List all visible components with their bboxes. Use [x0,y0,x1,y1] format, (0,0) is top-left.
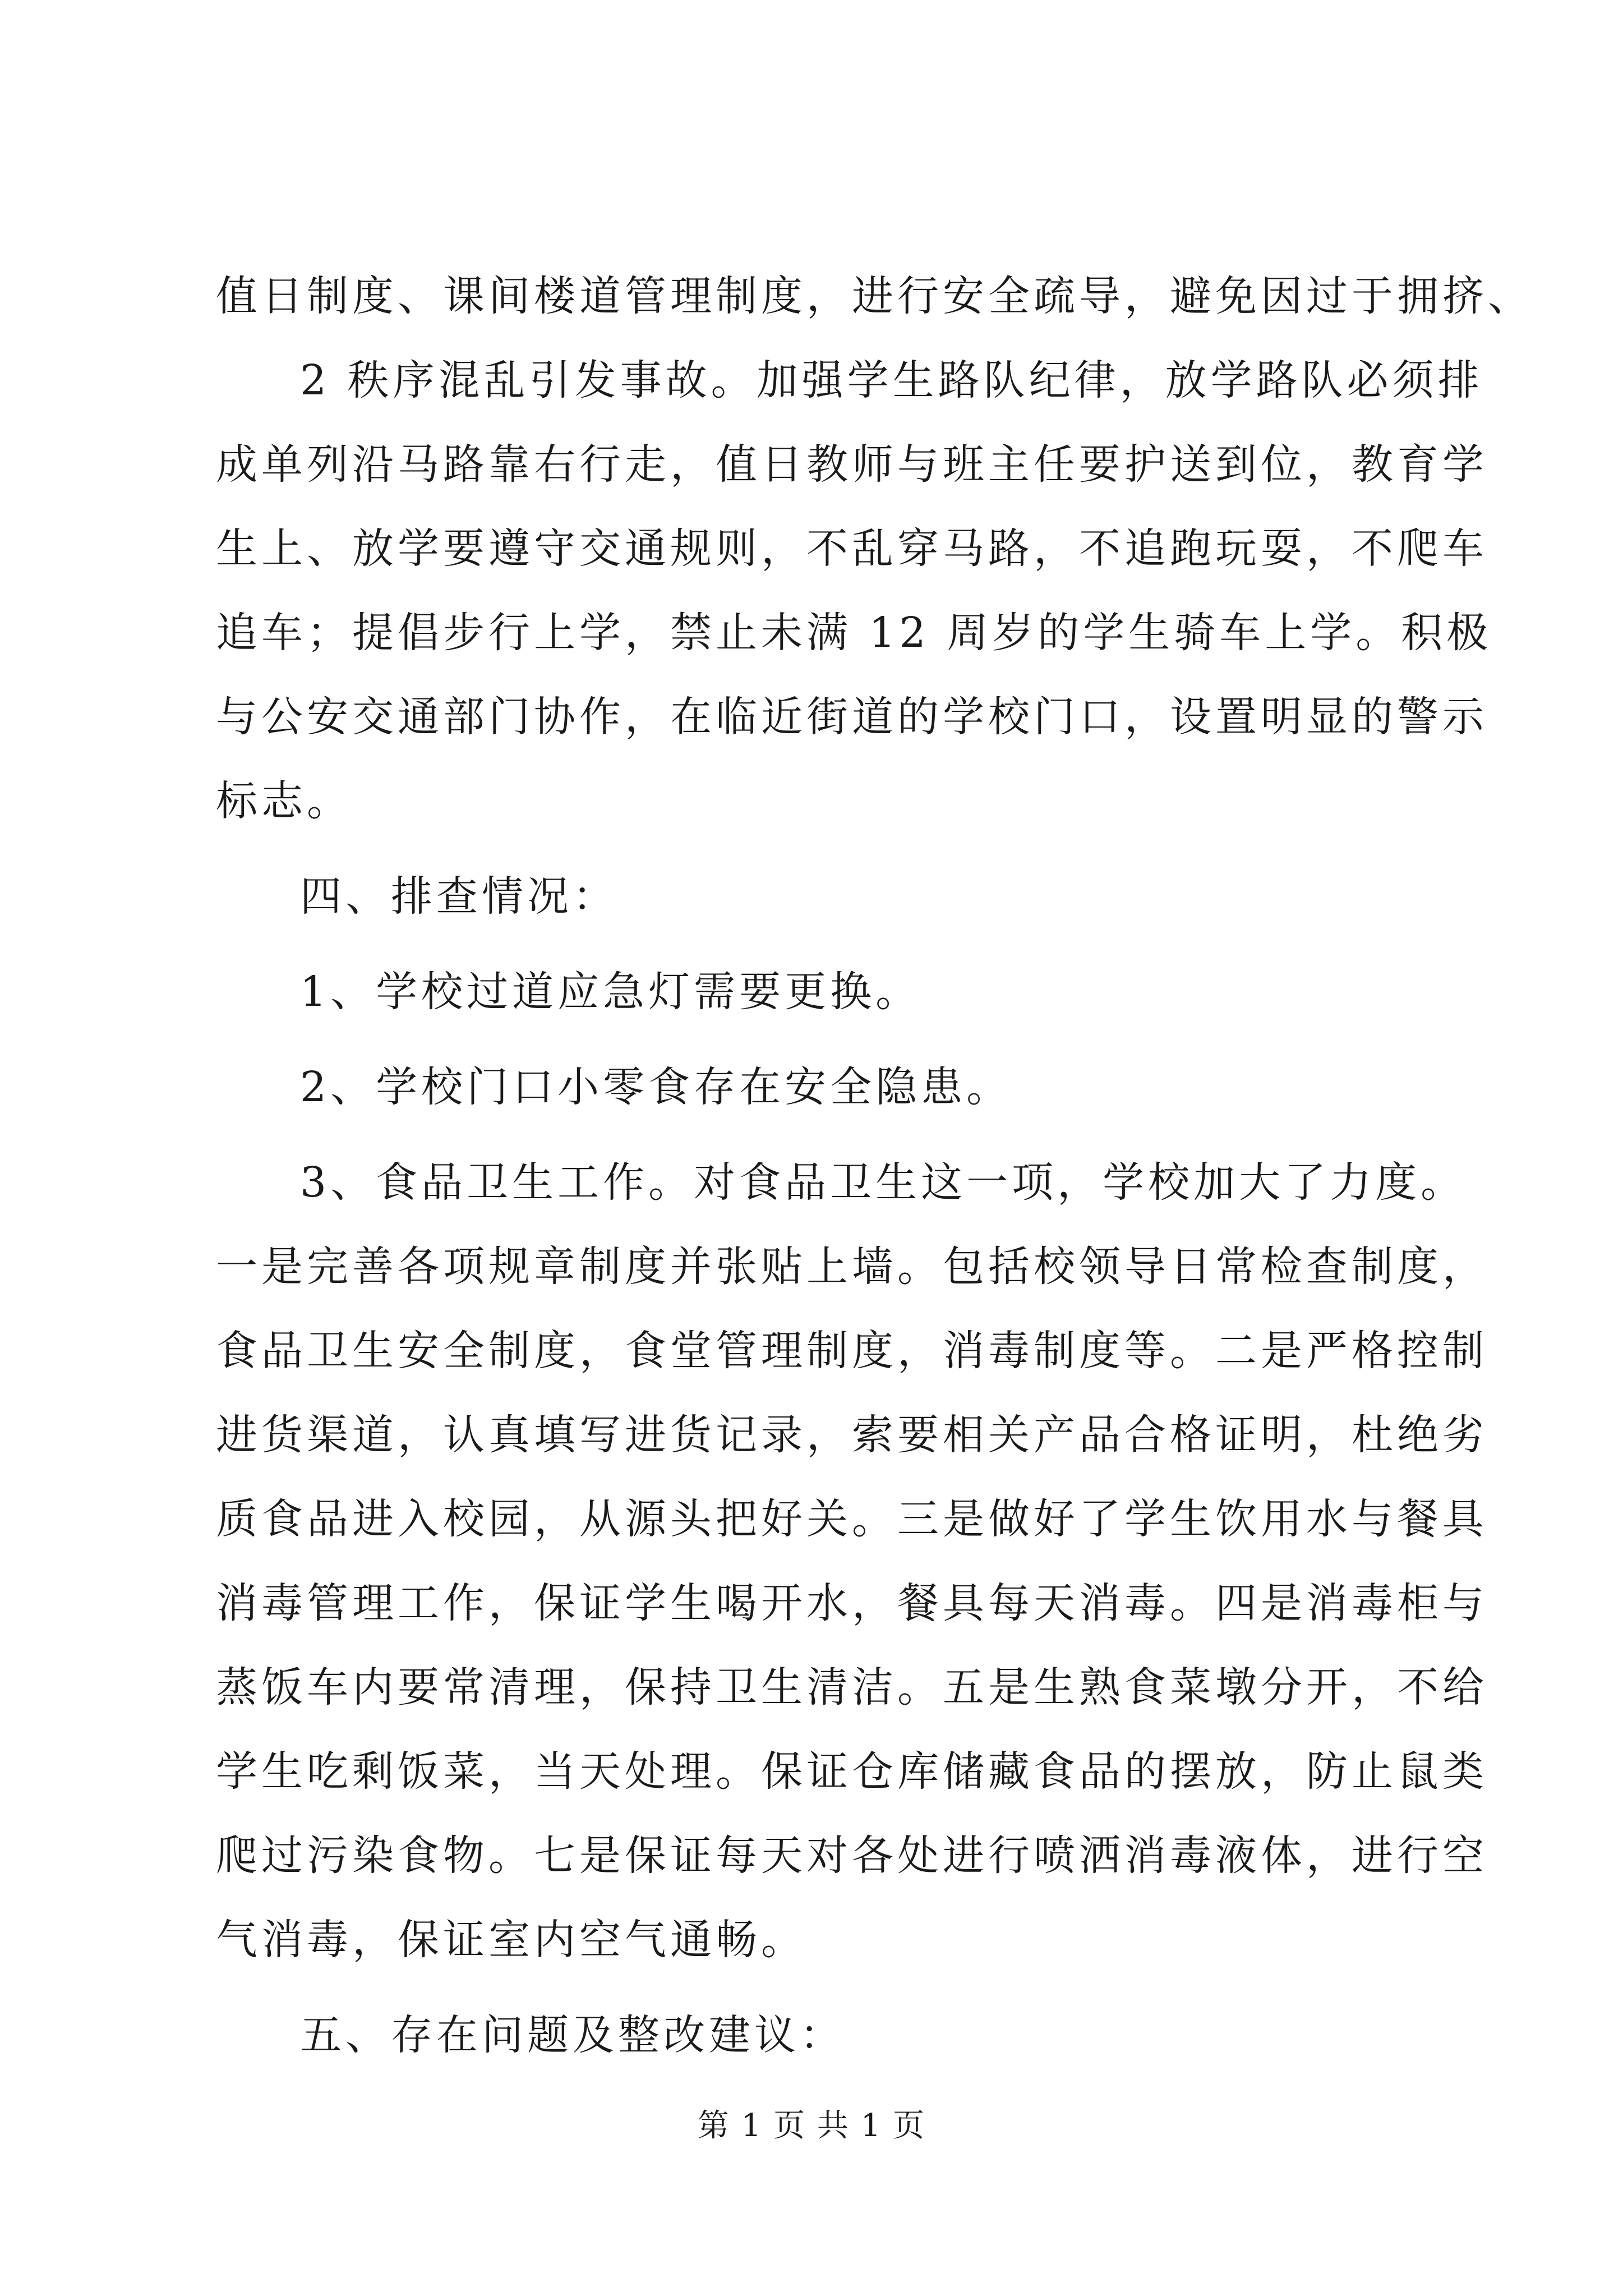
section-heading: 五、存在问题及整改建议： [300,2011,845,2059]
list-item: 3、食品卫生工作。对食品卫生这一项，学校加大了力度。 [300,1158,1467,1207]
paragraph-line: 生上、放学要遵守交通规则，不乱穿马路，不追跑玩耍，不爬车 [216,524,1488,573]
paragraph-line: 进货渠道，认真填写进货记录，索要相关产品合格证明，杜绝劣 [216,1411,1488,1459]
paragraph-line: 成单列沿马路靠右行走，值日教师与班主任要护送到位，教育学 [216,440,1488,489]
paragraph-line: 爬过污染食物。七是保证每天对各处进行喷洒消毒液体，进行空 [216,1832,1488,1880]
section-heading: 四、排查情况： [300,872,618,921]
paragraph-line: 气消毒，保证室内空气通畅。 [216,1916,806,1964]
paragraph-line: 追车；提倡步行上学，禁止未满 12 周岁的学生骑车上学。积极 [216,609,1492,657]
paragraph-line: 一是完善各项规章制度并张贴上墙。包括校领导日常检查制度， [216,1243,1488,1291]
paragraph-line: 食品卫生安全制度，食堂管理制度，消毒制度等。二是严格控制 [216,1327,1488,1375]
paragraph-line: 学生吃剩饭菜，当天处理。保证仓库储藏食品的摆放，防止鼠类 [216,1747,1488,1796]
paragraph-line: 质食品进入校园，从源头把好关。三是做好了学生饮用水与餐具 [216,1495,1488,1543]
paragraph-line: 2 秩序混乱引发事故。加强学生路队纪律，放学路队必须排 [300,356,1483,404]
paragraph-line: 与公安交通部门协作，在临近街道的学校门口，设置明显的警示 [216,693,1488,741]
paragraph-line: 消毒管理工作，保证学生喝开水，餐具每天消毒。四是消毒柜与 [216,1579,1488,1627]
paragraph-line: 值日制度、课间楼道管理制度，进行安全疏导，避免因过于拥挤、 [216,272,1533,320]
paragraph-line: 蒸饭车内要常清理，保持卫生清洁。五是生熟食菜墩分开，不给 [216,1663,1488,1711]
list-item: 2、学校门口小零食存在安全隐患。 [300,1063,1012,1111]
page-number-footer: 第 1 页 共 1 页 [697,2108,926,2144]
list-item: 1、学校过道应急灯需要更换。 [300,968,921,1016]
paragraph-line: 标志。 [216,777,352,825]
